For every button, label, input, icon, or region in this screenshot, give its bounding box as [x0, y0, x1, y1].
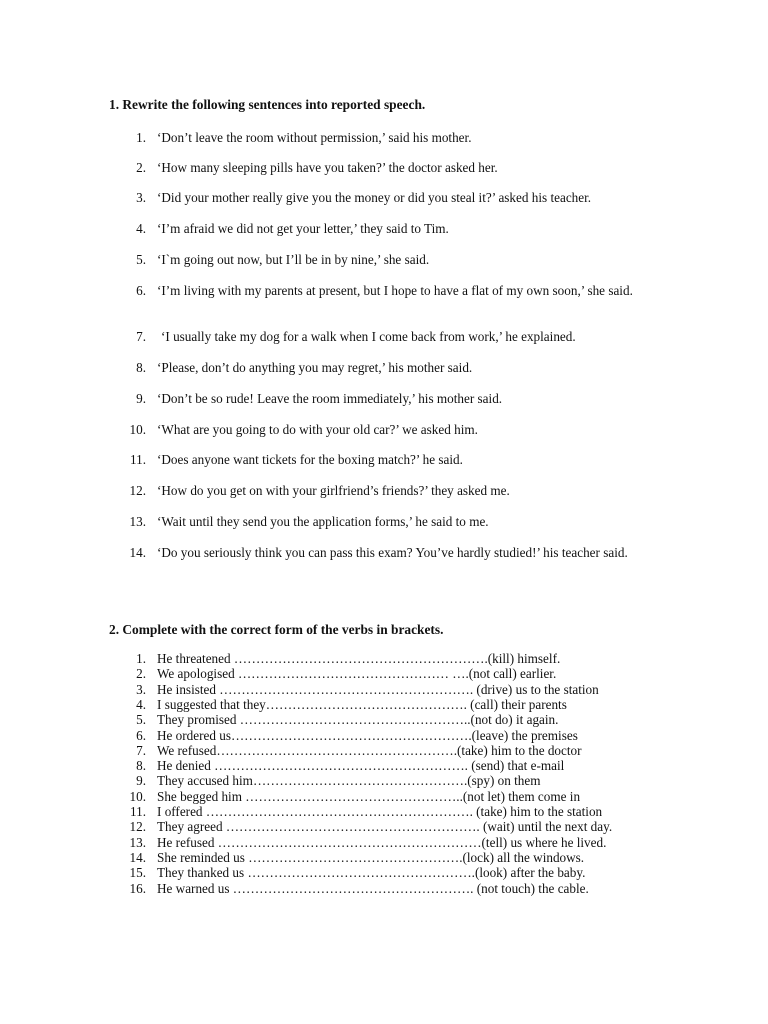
item-text: He threatened ………………………………………………….(kill) himself.: [157, 651, 561, 666]
list-item: [0, 804, 768, 819]
item-number: 16.: [129, 880, 146, 896]
item-number: 9.: [136, 391, 146, 406]
item-text: He insisted …………………………………………………. (drive) us to the station: [157, 681, 599, 697]
item-text: ‘What are you going to do with your old car?’ we asked him.: [157, 422, 478, 437]
list-item: [0, 865, 768, 880]
list-item: [0, 758, 768, 773]
item-number: 5.: [136, 712, 146, 728]
item-number: 14.: [129, 545, 146, 560]
item-text: He refused ……………………………………………………(tell) us where he lived.: [157, 834, 607, 850]
item-number: 13.: [129, 834, 146, 850]
item-number: 7.: [136, 742, 146, 758]
item-text: ‘Wait until they send you the application forms,’ he said to me.: [157, 514, 489, 529]
item-text: I suggested that they………………………………………. (call) their parents: [157, 696, 567, 712]
item-text: They accused him………………………………………….(spy) on them: [157, 773, 541, 789]
item-text: They promised ……………………………………………..(not do) it again.: [157, 712, 559, 728]
item-number: 1.: [136, 651, 146, 666]
list-item: [0, 881, 768, 896]
item-text: ‘Don’t be so rude! Leave the room immediately,’ his mother said.: [157, 391, 503, 406]
item-text: They agreed …………………………………………………. (wait) until the next day.: [157, 819, 613, 835]
list-item: [0, 819, 768, 834]
item-number: 13.: [129, 514, 146, 529]
item-text: ‘Does anyone want tickets for the boxing match?’ he said.: [157, 452, 463, 467]
item-text: ‘How do you get on with your girlfriend’s friends?’ they asked me.: [157, 483, 510, 498]
item-number: 1.: [136, 130, 146, 145]
item-text: ‘Do you seriously think you can pass this exam? You’ve hardly studied!’ his teacher said.: [157, 545, 628, 560]
item-text: He denied …………………………………………………. (send) that e-mail: [157, 758, 565, 774]
item-number: 11.: [130, 452, 146, 467]
list-item: [0, 743, 768, 758]
item-text: We refused……………………………………………….(take) him to the doctor: [157, 742, 582, 758]
list-item: [0, 651, 768, 666]
item-text: She reminded us ………………………………………….(lock) all the windows.: [157, 849, 585, 865]
item-number: 8.: [136, 360, 146, 375]
item-number: 3.: [136, 681, 146, 697]
list-item: [0, 666, 768, 681]
list-item: [0, 697, 768, 712]
item-number: 10.: [129, 788, 146, 804]
item-number: 3.: [136, 190, 146, 205]
item-text: He ordered us……………………………………………….(leave) the premises: [157, 727, 578, 743]
list-item: [0, 728, 768, 743]
item-text: ‘Please, don’t do anything you may regret,’ his mother said.: [157, 360, 473, 375]
item-number: 4.: [136, 696, 146, 712]
item-text: ‘Don’t leave the room without permission,’ said his mother.: [157, 130, 472, 145]
item-number: 7.: [136, 329, 146, 344]
item-number: 2.: [136, 666, 146, 682]
list-item: [0, 773, 768, 788]
item-text: ‘I’m living with my parents at present, but I hope to have a flat of my own soon,’ she said.: [157, 283, 633, 298]
item-number: 2.: [136, 160, 146, 175]
item-text: I offered ……………………………………………………. (take) him to the station: [157, 804, 603, 819]
item-number: 14.: [129, 849, 146, 865]
list-item: [0, 682, 768, 697]
item-text: ‘I usually take my dog for a walk when I come back from work,’ he explained.: [161, 329, 576, 344]
section-1-heading: 1. Rewrite the following sentences into reported speech.: [109, 97, 426, 112]
item-text: ‘I`m going out now, but I’ll be in by nine,’ she said.: [157, 252, 430, 267]
item-number: 15.: [129, 865, 146, 881]
item-text: ‘Did your mother really give you the money or did you steal it?’ asked his teacher.: [157, 190, 592, 205]
item-text: He warned us ………………………………………………. (not touch) the cable.: [157, 880, 589, 896]
item-number: 6.: [136, 283, 146, 298]
item-number: 12.: [129, 483, 146, 498]
item-text: ‘I’m afraid we did not get your letter,’ they said to Tim.: [157, 221, 449, 236]
item-text: They thanked us …………………………………………….(look) after the baby.: [157, 865, 586, 881]
item-number: 9.: [136, 773, 146, 789]
item-number: 5.: [136, 252, 146, 267]
list-item: [0, 712, 768, 727]
item-number: 10.: [129, 422, 146, 437]
item-text: ‘How many sleeping pills have you taken?’ the doctor asked her.: [157, 160, 498, 175]
section-2-heading: 2. Complete with the correct form of the verbs in brackets.: [109, 622, 444, 637]
item-number: 8.: [136, 758, 146, 774]
item-number: 4.: [136, 221, 146, 236]
item-text: We apologised ………………………………………… ….(not call) earlier.: [157, 666, 557, 682]
list-item: [0, 835, 768, 850]
item-text: She begged him …………………………………………..(not let) them come in: [157, 788, 581, 804]
item-number: 6.: [136, 727, 146, 743]
list-item: [0, 789, 768, 804]
list-item: [0, 850, 768, 865]
item-number: 12.: [129, 819, 146, 835]
item-number: 11.: [130, 804, 146, 819]
